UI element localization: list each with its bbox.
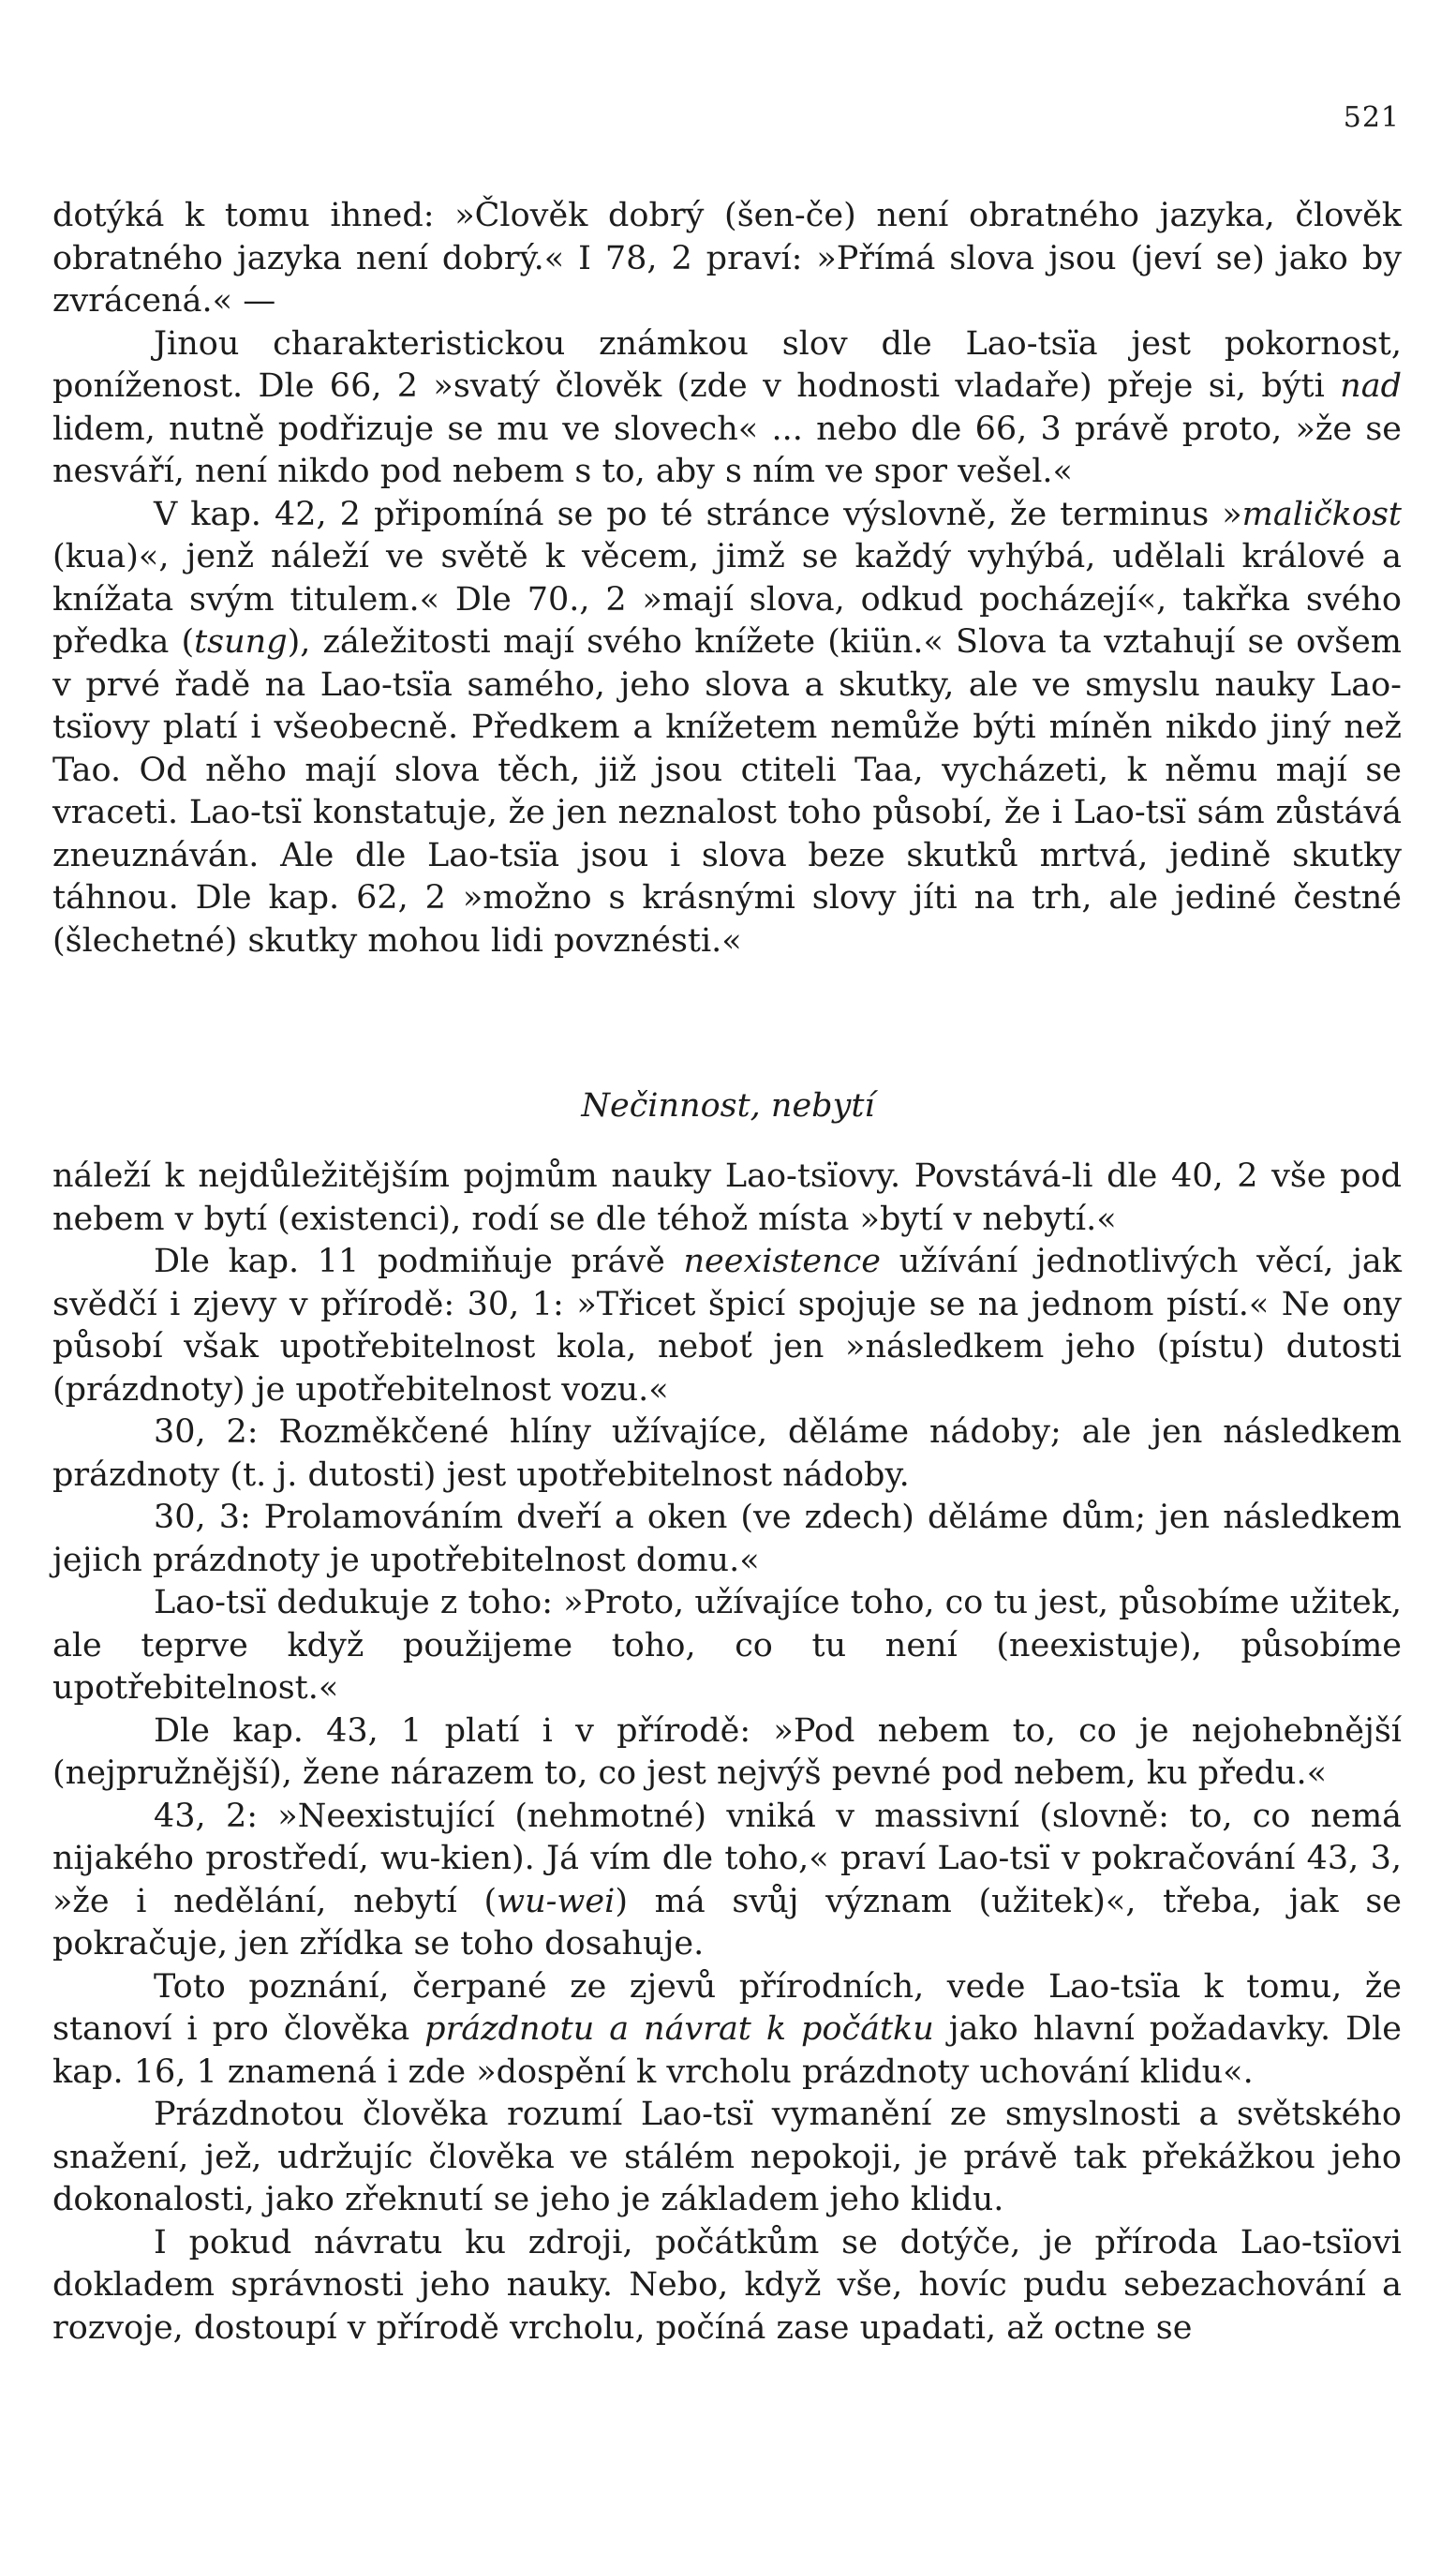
paragraph <box>52 1497 1402 1582</box>
paragraph <box>52 1966 1402 2095</box>
paragraph <box>52 1710 1402 1796</box>
text-run: Dle kap. 11 podmiňuje právě <box>154 1243 684 1280</box>
paragraph: náleží k nejdůležitějším pojmům nauky Lao-tsïovy. Povstává-li dle 40, 2 vše pod nebem v bytí (existenci), rodí se dle téhož místa »bytí v nebytí.« <box>52 1157 1402 1238</box>
paragraph <box>52 1241 1402 1411</box>
emphasized-term: nad <box>1340 367 1402 405</box>
text-run: 43, 2: »Neexistující (nehmotné) vniká v massivní (slovně: to, co nemá nijakého prostředí, wu-kien). Já vím dle toho,« praví Lao-tsï v pokračování 43, 3, »že i nedělání, nebytí ( <box>52 1797 1402 1920</box>
paragraph: dotýká k tomu ihned: »Člověk dobrý (šen-če) není obratného jazyka, člověk obratného jazyka není dobrý.« I 78, 2 praví: »Přímá slova jsou (jeví se) jako by zvrácená.« — <box>52 197 1402 320</box>
text-run: Jinou charakteristickou známkou slov dle Lao-tsïa jest pokornost, poníženost. Dle 66, 2 »svatý člověk (zde v hodnosti vladaře) přeje si, býti <box>52 324 1402 405</box>
text-run: Lao-tsï dedukuje z toho: »Proto, užívajíce toho, co tu jest, působíme užitek, ale teprve když použijeme toho, co tu není (neexistuje), působíme upotřebitelnost.« <box>52 1584 1402 1707</box>
paragraph <box>52 323 1402 494</box>
emphasized-term: prázdnotu a návrat k počátku <box>424 2010 934 2048</box>
paragraph <box>52 2094 1402 2222</box>
text-run: V kap. 42, 2 připomíná se po té stránce výslovně, že terminus » <box>154 495 1242 533</box>
body-text-upper <box>52 195 1402 963</box>
text-run: užívání jednotlivých věcí, jak svědčí i zjevy v přírodě: 30, 1: »Třicet špicí spojuje se na jednom pístí.« Ne ony působí však upotřebitelnost kola, neboť jen »následkem jeho (pístu) dutosti (prázdnoty) je upotřebitelnost vozu.« <box>52 1243 1402 1409</box>
emphasized-term: tsung <box>194 623 288 661</box>
text-run: ) má svůj význam (užitek)«, třeba, jak se pokračuje, jen zřídka se toho dosahuje. <box>52 1882 1402 1963</box>
text-run: jako hlavní požadavky. Dle kap. 16, 1 znamená i zde »dospění k vrcholu prázdnoty uchování klidu«. <box>52 2010 1403 2091</box>
section-heading: Nečinnost, nebytí <box>581 1087 875 1125</box>
page-number: 521 <box>1343 101 1400 134</box>
emphasized-term: neexistence <box>683 1243 881 1280</box>
text-run: 30, 2: Rozměkčené hlíny užívajíce, děláme nádoby; ale jen následkem prázdnoty (t. j. dutosti) jest upotřebitelnost nádoby. <box>52 1413 1402 1494</box>
paragraph <box>52 2222 1402 2351</box>
text-run: Toto poznání, čerpané ze zjevů přírodních, vede Lao-tsïa k tomu, že stanoví i pro člověka <box>52 1967 1402 2048</box>
emphasized-term: wu-wei <box>497 1882 616 1920</box>
text-run: lidem, nutně podřizuje se mu ve slovech« ... nebo dle 66, 3 právě proto, »že se nesváří, není nikdo pod nebem s to, aby s ním ve spor vešel.« <box>52 410 1402 490</box>
text-run: Prázdnotou člověka rozumí Lao-tsï vymanění ze smyslnosti a světského snažení, jež, udržujíc člověka ve stálém nepokoji, je právě tak překážkou jeho dokonalosti, jako zřeknutí se jeho je základem jeho klidu. <box>52 2096 1402 2218</box>
paragraph <box>52 1582 1402 1710</box>
text-run: (kua)«, jenž náleží ve světě k věcem, jimž se každý vyhýbá, udělali králové a knížata svým titulem.« Dle 70., 2 »mají slova, odkud pocházejí«, takřka svého předka ( <box>52 538 1402 661</box>
body-text-lower <box>52 1156 1402 2350</box>
emphasized-term: maličkost <box>1241 495 1402 533</box>
text-run: I pokud návratu ku zdroji, počátkům se dotýče, je příroda Lao-tsïovi dokladem správnosti jeho nauky. Nebo, když vše, hovíc pudu sebezachování a rozvoje, dostoupí v přírodě vrcholu, počíná zase upadati, až octne se <box>52 2223 1402 2347</box>
paragraph <box>52 1796 1402 1966</box>
paragraph <box>52 1411 1402 1497</box>
text-run: Dle kap. 43, 1 platí i v přírodě: »Pod nebem to, co je nejohebnější (nejpružnější), žene nárazem to, co jest nejvýš pevné pod nebem, ku předu.« <box>52 1711 1402 1792</box>
paragraph <box>52 494 1402 963</box>
text-run: ), záležitosti mají svého knížete (kiün.« Slova ta vztahují se ovšem v prvé řadě na Lao-tsïa samého, jeho slova a skutky, ale ve smyslu nauky Lao-tsïovy platí i všeobecně. Předkem a knížetem nemůže býti míněn nikdo jiný než Tao. Od něho mají slova těch, již jsou ctiteli Taa, vycházeti, k němu mají se vraceti. Lao-tsï konstatuje, že jen neznalost toho působí, že i Lao-tsï sám zůstává zneuznáván. Ale dle Lao-tsïa jsou i slova beze skutků mrtvá, jedině skutky táhnou. Dle kap. 62, 2 »možno s krásnými slovy jíti na trh, ale jediné čestné (šlechetné) skutky mohou lidi povznésti.« <box>52 623 1402 960</box>
text-run: 30, 3: Prolamováním dveří a oken (ve zdech) děláme dům; jen následkem jejich prázdnoty je upotřebitelnost domu.« <box>52 1499 1402 1579</box>
